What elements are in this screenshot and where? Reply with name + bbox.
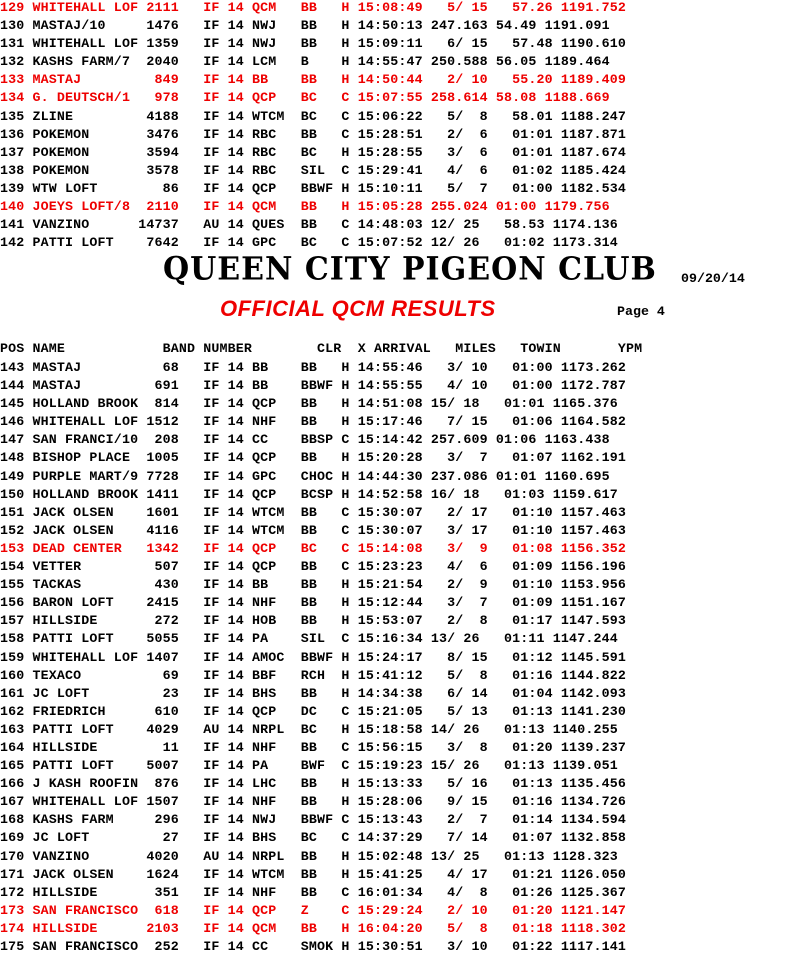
report-date: 09/20/14 xyxy=(681,271,745,286)
table-row: 133 MASTAJ 849 IF 14 BB BB H 14:50:44 2/ 10 55.20 1189.409 xyxy=(0,72,626,88)
table-row: 130 MASTAJ/10 1476 IF 14 NWJ BB H 14:50:13 247.163 54.49 1191.091 xyxy=(0,18,610,34)
table-row: 139 WTW LOFT 86 IF 14 QCP BBWF H 15:10:11 5/ 7 01:00 1182.534 xyxy=(0,180,626,196)
table-row: 149 PURPLE MART/9 7728 IF 14 GPC CHOC H 14:44:30 237.086 01:01 1160.695 xyxy=(0,468,610,484)
table-row: 163 PATTI LOFT 4029 AU 14 NRPL BC H 15:18:58 14/ 26 01:13 1140.255 xyxy=(0,721,618,737)
table-row: 164 HILLSIDE 11 IF 14 NHF BB C 15:56:15 3/ 8 01:20 1139.237 xyxy=(0,739,626,755)
club-title: QUEEN CITY PIGEON CLUB xyxy=(163,251,657,288)
table-row: 165 PATTI LOFT 5007 IF 14 PA BWF C 15:19:23 15/ 26 01:13 1139.051 xyxy=(0,758,618,774)
table-row: 170 VANZINO 4020 AU 14 NRPL BB H 15:02:48 13/ 25 01:13 1128.323 xyxy=(0,848,618,864)
table-row: 166 J KASH ROOFIN 876 IF 14 LHC BB H 15:13:33 5/ 16 01:13 1135.456 xyxy=(0,776,626,792)
table-row: 131 WHITEHALL LOF 1359 IF 14 NWJ BB H 15:09:11 6/ 15 57.48 1190.610 xyxy=(0,36,626,52)
table-row: 150 HOLLAND BROOK 1411 IF 14 QCP BCSP H 14:52:58 16/ 18 01:03 1159.617 xyxy=(0,486,618,502)
table-row: 148 BISHOP PLACE 1005 IF 14 QCP BB H 15:20:28 3/ 7 01:07 1162.191 xyxy=(0,450,626,466)
column-header: POS NAME BAND NUMBER CLR X ARRIVAL MILES TOWIN YPM xyxy=(0,341,643,356)
table-row: 140 JOEYS LOFT/8 2110 IF 14 QCM BB H 15:05:28 255.024 01:00 1179.756 xyxy=(0,199,610,215)
results-table-top xyxy=(0,0,797,252)
table-row: 172 HILLSIDE 351 IF 14 NHF BB C 16:01:34 4/ 8 01:26 1125.367 xyxy=(0,884,626,900)
table-row: 156 BARON LOFT 2415 IF 14 NHF BB H 15:12:44 3/ 7 01:09 1151.167 xyxy=(0,595,626,611)
table-row: 129 WHITEHALL LOF 2111 IF 14 QCM BB H 15:08:49 5/ 15 57.26 1191.752 xyxy=(0,0,626,15)
table-row: 157 HILLSIDE 272 IF 14 HOB BB H 15:53:07 2/ 8 01:17 1147.593 xyxy=(0,613,626,629)
table-row: 153 DEAD CENTER 1342 IF 14 QCP BC C 15:14:08 3/ 9 01:08 1156.352 xyxy=(0,540,626,556)
table-row: 143 MASTAJ 68 IF 14 BB BB H 14:55:46 3/ 10 01:00 1173.262 xyxy=(0,360,626,375)
table-row: 160 TEXACO 69 IF 14 BBF RCH H 15:41:12 5/ 8 01:16 1144.822 xyxy=(0,667,626,683)
table-row: 171 JACK OLSEN 1624 IF 14 WTCM BB H 15:41:25 4/ 17 01:21 1126.050 xyxy=(0,866,626,882)
table-row: 161 JC LOFT 23 IF 14 BHS BB H 14:34:38 6/ 14 01:04 1142.093 xyxy=(0,685,626,701)
page-number: Page 4 xyxy=(617,304,665,319)
table-row: 173 SAN FRANCISCO 618 IF 14 QCP Z C 15:29:24 2/ 10 01:20 1121.147 xyxy=(0,902,626,918)
table-row: 168 KASHS FARM 296 IF 14 NWJ BBWF C 15:13:43 2/ 7 01:14 1134.594 xyxy=(0,812,626,828)
table-row: 169 JC LOFT 27 IF 14 BHS BC C 14:37:29 7/ 14 01:07 1132.858 xyxy=(0,830,626,846)
table-row: 174 HILLSIDE 2103 IF 14 QCM BB H 16:04:20 5/ 8 01:18 1118.302 xyxy=(0,920,626,936)
table-row: 135 ZLINE 4188 IF 14 WTCM BC C 15:06:22 5/ 8 58.01 1188.247 xyxy=(0,108,626,124)
table-row: 145 HOLLAND BROOK 814 IF 14 QCP BB H 14:51:08 15/ 18 01:01 1165.376 xyxy=(0,396,618,412)
table-row: 136 POKEMON 3476 IF 14 RBC BB C 15:28:51 2/ 6 01:01 1187.871 xyxy=(0,126,626,142)
table-row: 146 WHITEHALL LOF 1512 IF 14 NHF BB H 15:17:46 7/ 15 01:06 1164.582 xyxy=(0,414,626,430)
table-row: 155 TACKAS 430 IF 14 BB BB H 15:21:54 2/ 9 01:10 1153.956 xyxy=(0,577,626,593)
table-row: 167 WHITEHALL LOF 1507 IF 14 NHF BB H 15:28:06 9/ 15 01:16 1134.726 xyxy=(0,794,626,810)
table-row: 154 VETTER 507 IF 14 QCP BB C 15:23:23 4/ 6 01:09 1156.196 xyxy=(0,559,626,575)
table-row: 158 PATTI LOFT 5055 IF 14 PA SIL C 15:16:34 13/ 26 01:11 1147.244 xyxy=(0,631,618,647)
table-row: 137 POKEMON 3594 IF 14 RBC BC H 15:28:55 3/ 6 01:01 1187.674 xyxy=(0,144,626,160)
table-row: 132 KASHS FARM/7 2040 IF 14 LCM B H 14:55:47 250.588 56.05 1189.464 xyxy=(0,54,610,70)
table-row: 134 G. DEUTSCH/1 978 IF 14 QCP BC C 15:07:55 258.614 58.08 1188.669 xyxy=(0,90,610,106)
table-row: 151 JACK OLSEN 1601 IF 14 WTCM BB C 15:30:07 2/ 17 01:10 1157.463 xyxy=(0,504,626,520)
table-row: 138 POKEMON 3578 IF 14 RBC SIL C 15:29:41 4/ 6 01:02 1185.424 xyxy=(0,162,626,178)
table-row: 162 FRIEDRICH 610 IF 14 QCP DC C 15:21:05 5/ 13 01:13 1141.230 xyxy=(0,703,626,719)
table-row: 175 SAN FRANCISCO 252 IF 14 CC SMOK H 15:30:51 3/ 10 01:22 1117.141 xyxy=(0,939,626,954)
table-row: 144 MASTAJ 691 IF 14 BB BBWF H 14:55:55 4/ 10 01:00 1172.787 xyxy=(0,378,626,394)
table-row: 141 VANZINO 14737 AU 14 QUES BB C 14:48:03 12/ 25 58.53 1174.136 xyxy=(0,217,618,233)
table-row: 152 JACK OLSEN 4116 IF 14 WTCM BB C 15:30:07 3/ 17 01:10 1157.463 xyxy=(0,522,626,538)
results-table-bottom xyxy=(0,359,797,956)
report-subtitle: OFFICIAL QCM RESULTS xyxy=(220,296,496,321)
table-row: 147 SAN FRANCI/10 208 IF 14 CC BBSP C 15:14:42 257.609 01:06 1163.438 xyxy=(0,432,610,448)
table-row: 159 WHITEHALL LOF 1407 IF 14 AMOC BBWF H 15:24:17 8/ 15 01:12 1145.591 xyxy=(0,649,626,665)
table-row: 142 PATTI LOFT 7642 IF 14 GPC BC C 15:07:52 12/ 26 01:02 1173.314 xyxy=(0,235,618,251)
